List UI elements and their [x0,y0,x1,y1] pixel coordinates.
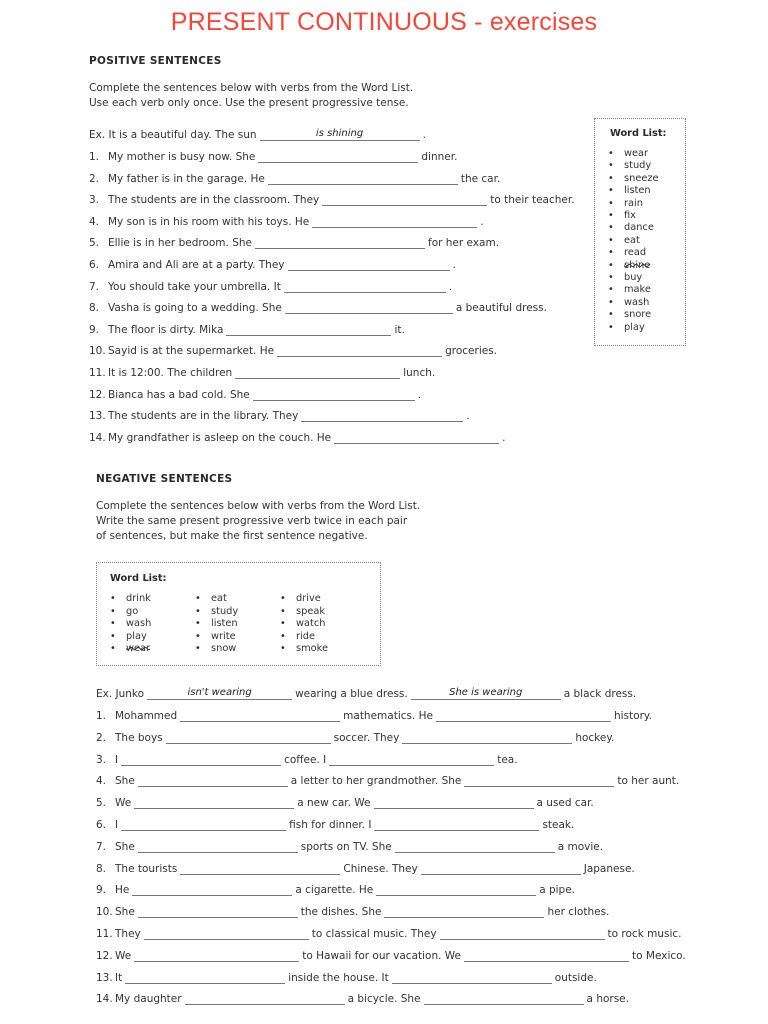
question-tail: her clothes. [547,906,610,919]
question-number: 5. [96,797,107,810]
word-list-item [195,593,227,604]
answer-blank-positive[interactable] [392,971,552,984]
bullet-icon: • [110,593,116,604]
word-list-word: wear [126,643,151,654]
question-text: My daughter [115,993,182,1006]
question-middle: mathematics. He [343,710,434,722]
word-list-item [608,185,651,196]
question-tail: . [448,280,453,293]
answer-blank[interactable] [268,172,458,185]
answer-blank-positive[interactable] [424,992,584,1005]
question-number: 7. [96,840,107,853]
answer-blank-negative[interactable] [121,753,281,766]
question-text: The boys [115,731,163,744]
bullet-icon: • [608,321,614,333]
word-list-item [608,198,643,209]
question-number: 6. [96,819,107,831]
word-list-word: snow [211,643,237,654]
question-row [96,924,682,940]
question-middle: the dishes. She [300,906,382,919]
answer-blank[interactable] [235,366,400,379]
word-list-word: play [126,630,147,642]
word-list-word: buy [624,272,643,283]
question-tail: hockey. [575,731,615,744]
question-row [96,750,518,766]
word-list-item [608,148,648,159]
negative-instructions [96,499,420,544]
example-text: Ex. It is a beautiful day. The sun [89,129,257,141]
instruction-line: of sentences, but make the first sentence negative. [96,530,368,542]
answer-blank-positive[interactable] [464,774,614,787]
word-list-item [280,618,325,629]
question-middle: sports on TV. She [300,840,392,853]
answer-blank-positive[interactable] [384,905,544,918]
answer-blank[interactable] [288,258,450,271]
word-list-item [608,210,636,221]
question-tail: dinner. [421,151,458,163]
question-row [96,902,609,918]
word-list-item [110,643,150,654]
question-text: She [115,906,135,919]
answer-blank[interactable] [277,344,442,357]
question-row [89,277,452,293]
word-list-item [608,260,650,271]
word-list-item [608,235,640,246]
question-text: It [115,971,123,984]
word-list-item [608,309,651,320]
question-row [89,233,499,249]
question-text: Sayid is at the supermarket. He [108,345,275,358]
answer-blank[interactable] [285,301,453,314]
answer-blank-negative[interactable] [138,774,288,787]
bullet-icon: • [195,605,201,617]
bullet-icon: • [195,643,201,654]
question-text: I [115,819,119,831]
word-list-item [280,643,328,654]
question-tail: a horse. [586,993,629,1006]
question-text: My father is in the garage. He [108,172,265,185]
word-list-item [195,631,236,642]
question-row [96,815,574,831]
word-list-item [280,593,321,604]
question-number: 1. [89,151,100,163]
question-row [89,147,457,163]
word-list-word: play [624,321,645,333]
word-list-word: sneeze [624,172,659,184]
answer-blank-positive[interactable] [464,949,629,962]
question-middle: a cigarette. He [295,884,374,897]
answer-blank-negative[interactable] [121,818,286,831]
answer-blank-positive[interactable] [402,731,572,744]
word-list-item [608,284,651,295]
question-row [96,880,575,896]
answer-blank-positive[interactable] [436,709,611,722]
question-row [89,341,497,357]
bullet-icon: • [608,234,614,246]
answer-blank[interactable] [312,215,477,228]
question-text: We [115,949,132,962]
question-text: I [115,753,119,766]
question-text: Ellie is in her bedroom. She [108,237,252,250]
question-row [89,255,456,271]
bullet-icon: • [608,309,614,321]
word-list-word: study [624,160,652,172]
question-text: You should take your umbrella. It [108,280,281,293]
example-answer-1: isn't wearing [147,687,292,700]
answer-blank[interactable] [334,431,499,444]
bullet-icon: • [608,148,614,159]
question-tail: lunch. [403,367,436,379]
word-list-word: wash [624,296,650,308]
question-text: They [115,928,141,940]
word-list-word: speak [296,605,326,617]
question-number: 5. [89,237,100,250]
question-number: 13. [96,971,113,984]
question-row [96,989,629,1005]
question-number: 6. [89,259,100,271]
question-number: 1. [96,710,107,722]
example-answer-2: She is wearing [411,687,561,700]
question-row [89,385,421,401]
question-row [89,320,405,336]
question-number: 3. [96,753,107,766]
question-number: 2. [96,731,107,744]
question-text: Amira and Ali are at a party. They [108,259,285,271]
question-number: 8. [96,862,107,875]
question-tail: a used car. [536,797,594,810]
word-list-item [608,222,654,233]
instruction-line: Complete the sentences below with verbs from the Word List. [96,500,421,512]
word-list-item [110,606,138,617]
word-list-item [608,297,649,308]
question-text: We [115,797,132,810]
word-list-word: drink [126,593,151,604]
question-middle: coffee. I [284,753,327,766]
bullet-icon: • [110,618,116,629]
example-tail: a black dress. [563,688,637,700]
bullet-icon: • [195,630,201,642]
answer-blank-negative[interactable] [134,949,299,962]
question-tail: to rock music. [607,928,682,940]
positive-heading: POSITIVE SENTENCES [89,55,222,67]
bullet-icon: • [280,630,286,642]
bullet-icon: • [280,593,286,604]
answer-blank[interactable] [284,280,446,293]
bullet-icon: • [110,605,116,617]
question-tail: to her aunt. [617,775,680,788]
bullet-icon: • [608,160,614,172]
question-row [89,406,470,422]
question-text: She [115,840,135,853]
instruction-line: Use each verb only once. Use the present progressive tense. [89,97,409,109]
word-list-word: eat [624,234,640,246]
example-answer: is shining [260,128,420,141]
question-row [89,190,575,206]
word-list-word: listen [211,618,238,629]
word-list-word: wash [126,618,152,629]
word-list-item [608,322,645,333]
bullet-icon: • [280,605,286,617]
word-list-word: fix [624,210,636,221]
question-number: 8. [89,302,100,315]
question-middle: inside the house. It [288,971,389,984]
question-row [96,837,603,853]
example-mid: wearing a blue dress. [295,688,408,700]
question-row [89,428,505,444]
question-tail: groceries. [445,345,498,358]
question-tail: history. [614,710,652,722]
word-list-word: ride [296,630,315,642]
answer-blank-positive[interactable] [374,818,539,831]
answer-blank-negative[interactable] [138,840,298,853]
question-tail: a beautiful dress. [455,302,547,315]
positive-word-list-title: Word List: [610,128,667,139]
example-tail: . [422,129,426,141]
bullet-icon: • [608,185,614,197]
question-tail: Japanese. [583,862,635,875]
question-row [96,771,679,787]
example-text: Ex. Junko [96,688,145,700]
question-tail: outside. [554,971,597,984]
word-list-item [608,173,659,184]
question-tail: to their teacher. [490,194,575,207]
word-list-word: make [624,284,651,296]
question-row [89,298,547,314]
answer-blank-negative[interactable] [185,992,345,1005]
question-tail: . [417,388,422,401]
answer-blank-negative[interactable] [144,927,309,940]
question-number: 2. [89,172,100,185]
question-text: It is 12:00. The children [108,367,233,379]
question-tail: . [502,431,506,444]
question-text: My grandfather is asleep on the couch. He [108,431,332,444]
question-number: 7. [89,280,100,293]
question-middle: to classical music. They [311,928,437,940]
answer-blank-positive[interactable] [374,796,534,809]
answer-blank-negative[interactable] [180,709,340,722]
question-number: 10. [89,345,106,358]
question-number: 14. [96,993,113,1006]
question-number: 11. [96,928,113,940]
question-row [89,169,500,185]
question-tail: tea. [497,753,518,766]
question-row [96,706,652,722]
question-tail: a pipe. [539,884,576,897]
question-number: 12. [96,949,113,962]
word-list-word: dance [624,222,654,234]
question-middle: soccer. They [333,731,400,744]
word-list-item [110,618,151,629]
question-tail: the car. [460,172,501,185]
instruction-line: Complete the sentences below with verbs from the Word List. [89,82,414,94]
answer-blank-negative[interactable] [180,862,340,875]
word-list-item [608,160,651,171]
question-number: 3. [89,194,100,207]
bullet-icon: • [608,259,614,271]
answer-blank-negative[interactable] [132,883,292,896]
answer-blank-positive[interactable] [440,927,605,940]
question-tail: . [480,215,484,228]
bullet-icon: • [608,222,614,234]
question-text: My son is in his room with his toys. He [108,215,310,228]
question-text: My mother is busy now. She [108,151,256,163]
question-number: 9. [89,323,100,336]
question-middle: a new car. We [297,797,371,810]
question-tail: a movie. [557,840,604,853]
question-row [96,728,614,744]
answer-blank-positive[interactable] [395,840,555,853]
question-row [96,968,597,984]
bullet-icon: • [110,630,116,642]
answer-blank-positive[interactable] [329,753,494,766]
bullet-icon: • [608,247,614,259]
question-middle: Chinese. They [343,862,418,875]
answer-blank-negative[interactable] [138,905,298,918]
bullet-icon: • [280,643,286,654]
answer-blank-negative[interactable] [166,731,331,744]
question-middle: a bicycle. She [347,993,421,1006]
bullet-icon: • [195,618,201,629]
question-row [96,793,594,809]
negative-heading: NEGATIVE SENTENCES [96,473,233,485]
bullet-icon: • [110,643,116,654]
question-text: The tourists [115,862,178,875]
bullet-icon: • [195,593,201,604]
question-row [89,212,484,228]
question-tail: . [466,410,470,423]
answer-blank-negative[interactable] [125,971,285,984]
answer-blank-positive[interactable] [376,883,536,896]
question-number: 4. [89,215,100,228]
question-number: 9. [96,884,107,897]
question-text: The students are in the library. They [108,410,299,423]
word-list-item [195,643,236,654]
word-list-word: go [126,605,139,617]
word-list-word: watch [296,618,326,629]
bullet-icon: • [608,284,614,296]
question-text: The students are in the classroom. They [108,194,320,207]
word-list-item [608,272,642,283]
answer-blank[interactable] [253,388,415,401]
question-number: 11. [89,367,106,379]
question-tail: . [452,259,456,271]
bullet-icon: • [608,172,614,184]
question-number: 14. [89,431,106,444]
answer-blank-positive[interactable] [421,862,581,875]
question-middle: to Hawaii for our vacation. We [302,949,462,962]
page-title: PRESENT CONTINUOUS - exercises [170,8,598,36]
word-list-word: listen [624,185,651,197]
positive-instructions [89,81,413,111]
negative-example [96,684,636,700]
word-list-item [280,606,325,617]
bullet-icon: • [280,618,286,629]
question-text: Mohammed [115,710,178,722]
question-number: 4. [96,775,107,788]
question-text: He [115,884,130,897]
answer-blank-negative[interactable] [134,796,294,809]
answer-blank[interactable] [301,409,463,422]
question-number: 10. [96,906,113,919]
word-list-word: write [211,630,236,642]
question-row [96,859,635,875]
bullet-icon: • [608,197,614,209]
bullet-icon: • [608,296,614,308]
question-middle: fish for dinner. I [289,819,372,831]
word-list-word: rain [624,197,643,209]
word-list-item [608,247,646,258]
positive-example [89,125,426,141]
answer-blank[interactable] [226,323,391,336]
bullet-icon: • [608,272,614,283]
word-list-item [110,631,147,642]
question-text: The floor is dirty. Mika [108,323,224,336]
question-text: Vasha is going to a wedding. She [108,302,282,315]
question-row [89,363,435,379]
word-list-item [110,593,151,604]
word-list-word: snore [624,309,652,321]
bullet-icon: • [608,210,614,221]
question-tail: steak. [542,819,575,831]
instruction-line: Write the same present progressive verb twice in each pair [96,515,408,527]
word-list-word: study [211,605,239,617]
word-list-item [195,606,238,617]
question-tail: it. [394,323,405,336]
word-list-word: shine [624,259,651,271]
negative-word-list-title: Word List: [110,573,167,584]
question-text: Bianca has a bad cold. She [108,388,250,401]
word-list-word: drive [296,593,321,604]
word-list-word: wear [624,148,649,159]
word-list-word: eat [211,593,227,604]
question-number: 13. [89,410,106,423]
question-middle: a letter to her grandmother. She [290,775,462,788]
answer-blank[interactable] [258,150,418,163]
question-row [96,946,686,962]
word-list-item [280,631,315,642]
word-list-word: read [624,247,647,259]
question-number: 12. [89,388,106,401]
answer-blank[interactable] [255,236,425,249]
question-tail: for her exam. [428,237,500,250]
word-list-word: smoke [296,643,328,654]
question-text: She [115,775,135,788]
answer-blank[interactable] [322,193,487,206]
question-tail: to Mexico. [632,949,686,962]
word-list-item [195,618,238,629]
